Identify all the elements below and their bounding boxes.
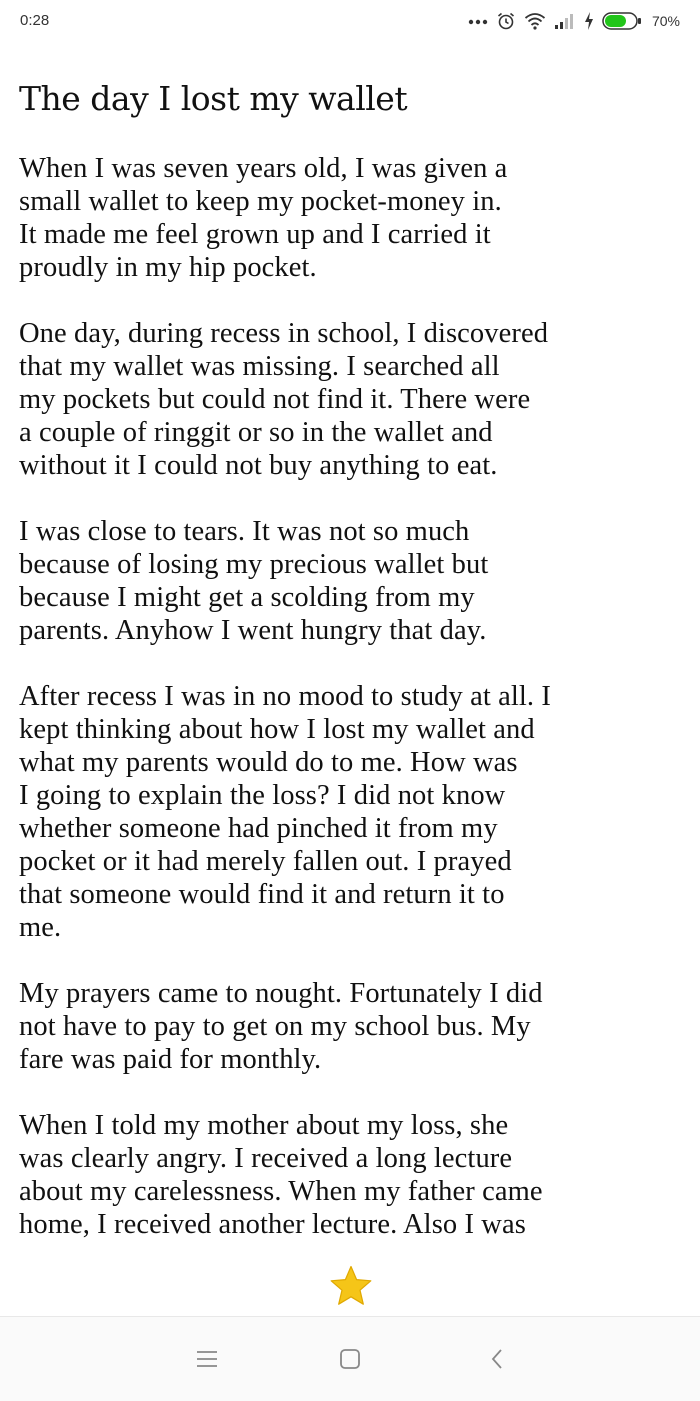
menu-button[interactable]: [192, 1345, 222, 1373]
article-body[interactable]: [19, 152, 691, 1244]
favorite-button[interactable]: [329, 1265, 373, 1307]
article: [19, 74, 679, 150]
status-icons: [468, 8, 680, 34]
paragraph: My prayers came to nought. Fortunately I did not have to pay to get on my school bus. My fare was paid for monthly.: [19, 978, 543, 1075]
paragraph: After recess I was in no mood to study at all. I kept thinking about how I lost my wallet and what my parents would do to me. How was I going to explain the loss? I did not know whether someone had pinched it from my pocket or it had merely fallen out. I prayed that someone would find it and return it to me.: [19, 681, 551, 943]
status-bar: [0, 0, 700, 44]
wifi-icon: [524, 12, 546, 30]
menu-icon: [196, 1350, 218, 1368]
home-button[interactable]: [335, 1345, 365, 1373]
star-icon: [329, 1265, 373, 1307]
article-title: The day I lost my wallet: [19, 79, 408, 118]
paragraph: I was close to tears. It was not so much because of losing my precious wallet but because I might get a scolding from my parents. Anyhow I went hungry that day.: [19, 516, 489, 646]
paragraph: One day, during recess in school, I discovered that my wallet was missing. I searched all my pockets but could not find it. There were a couple of ringgit or so in the wallet and without it I could not buy anything to eat.: [19, 318, 549, 481]
more-dots-icon: [468, 17, 488, 25]
paragraph: When I told my mother about my loss, she was clearly angry. I received a long lecture about my carelessness. When my father came home, I received another lecture. Also I was: [19, 1110, 543, 1240]
paragraph: When I was seven years old, I was given a small wallet to keep my pocket-money in. It made me feel grown up and I carried it proudly in my hip pocket.: [19, 153, 508, 283]
back-button[interactable]: [482, 1345, 512, 1373]
battery-percent: 70%: [651, 13, 680, 29]
charging-icon: [584, 12, 594, 30]
navigation-bar: [0, 1316, 700, 1401]
home-icon: [339, 1348, 361, 1370]
alarm-icon: [496, 11, 516, 31]
status-time: 0:28: [20, 12, 50, 29]
battery-icon: [602, 11, 642, 31]
back-icon: [489, 1348, 505, 1370]
signal-icon: [554, 13, 576, 29]
